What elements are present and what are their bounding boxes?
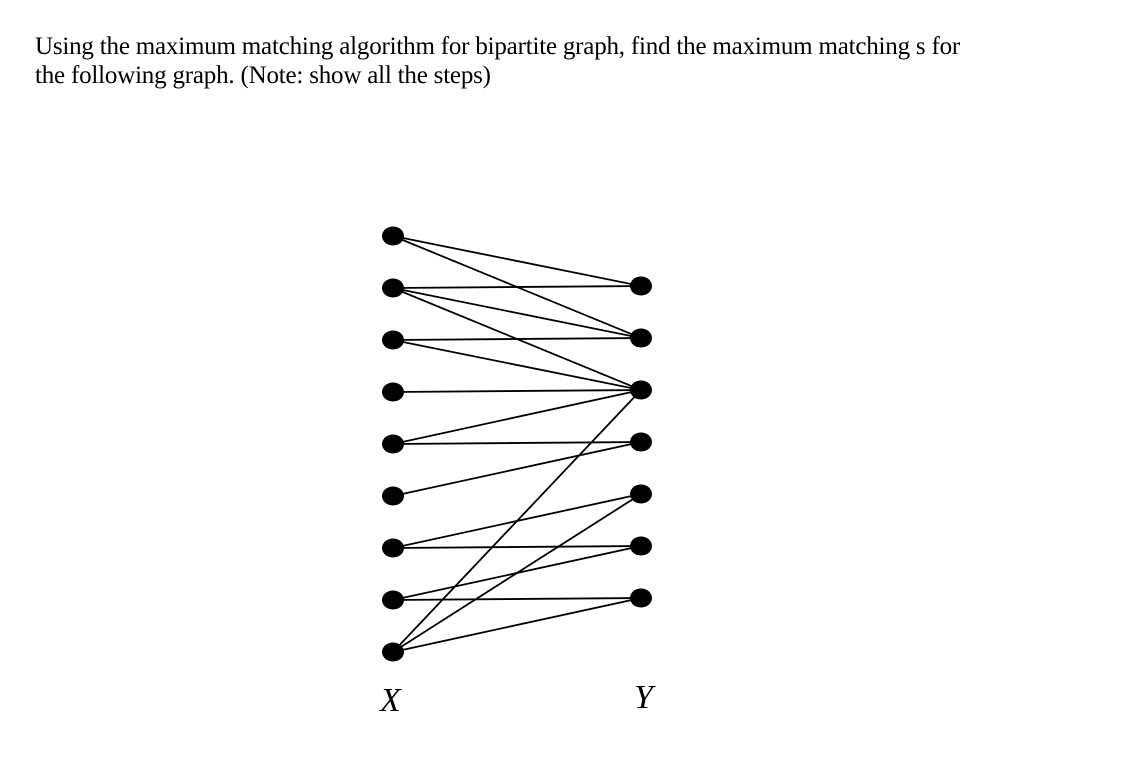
vertex-y5 (630, 485, 652, 504)
right-set-label: Y (634, 679, 653, 716)
edge-x1-y1 (393, 236, 641, 286)
vertex-x7 (382, 539, 404, 558)
edge-x5-y3 (393, 390, 641, 444)
edge-x3-y3 (393, 340, 641, 390)
vertex-y3 (630, 381, 652, 400)
vertex-y7 (630, 589, 652, 608)
edge-group (393, 236, 641, 652)
vertex-y1 (630, 277, 652, 296)
edge-x5-y4 (393, 442, 641, 444)
question-line-1: Using the maximum matching algorithm for bipartite graph, find the maximum matching s for (35, 33, 961, 60)
edge-x8-y7 (393, 598, 641, 600)
vertex-x8 (382, 591, 404, 610)
edge-x2-y2 (393, 288, 641, 338)
edge-x7-y6 (393, 546, 641, 548)
edge-x6-y4 (393, 442, 641, 496)
edge-x2-y1 (393, 286, 641, 288)
vertex-y2 (630, 329, 652, 348)
vertex-x1 (382, 227, 404, 246)
vertex-y4 (630, 433, 652, 452)
vertex-x2 (382, 279, 404, 298)
vertex-x5 (382, 435, 404, 454)
edge-x9-y5 (393, 494, 641, 652)
edge-x4-y3 (393, 390, 641, 392)
vertex-x4 (382, 383, 404, 402)
question-line-2: the following graph. (Note: show all the steps) (35, 62, 491, 89)
vertex-x9 (382, 643, 404, 662)
edge-x9-y3 (393, 390, 641, 652)
left-set-label: X (380, 682, 401, 719)
vertex-x3 (382, 331, 404, 350)
vertex-x6 (382, 487, 404, 506)
vertex-y6 (630, 537, 652, 556)
edge-x3-y2 (393, 338, 641, 340)
edge-x9-y7 (393, 598, 641, 652)
